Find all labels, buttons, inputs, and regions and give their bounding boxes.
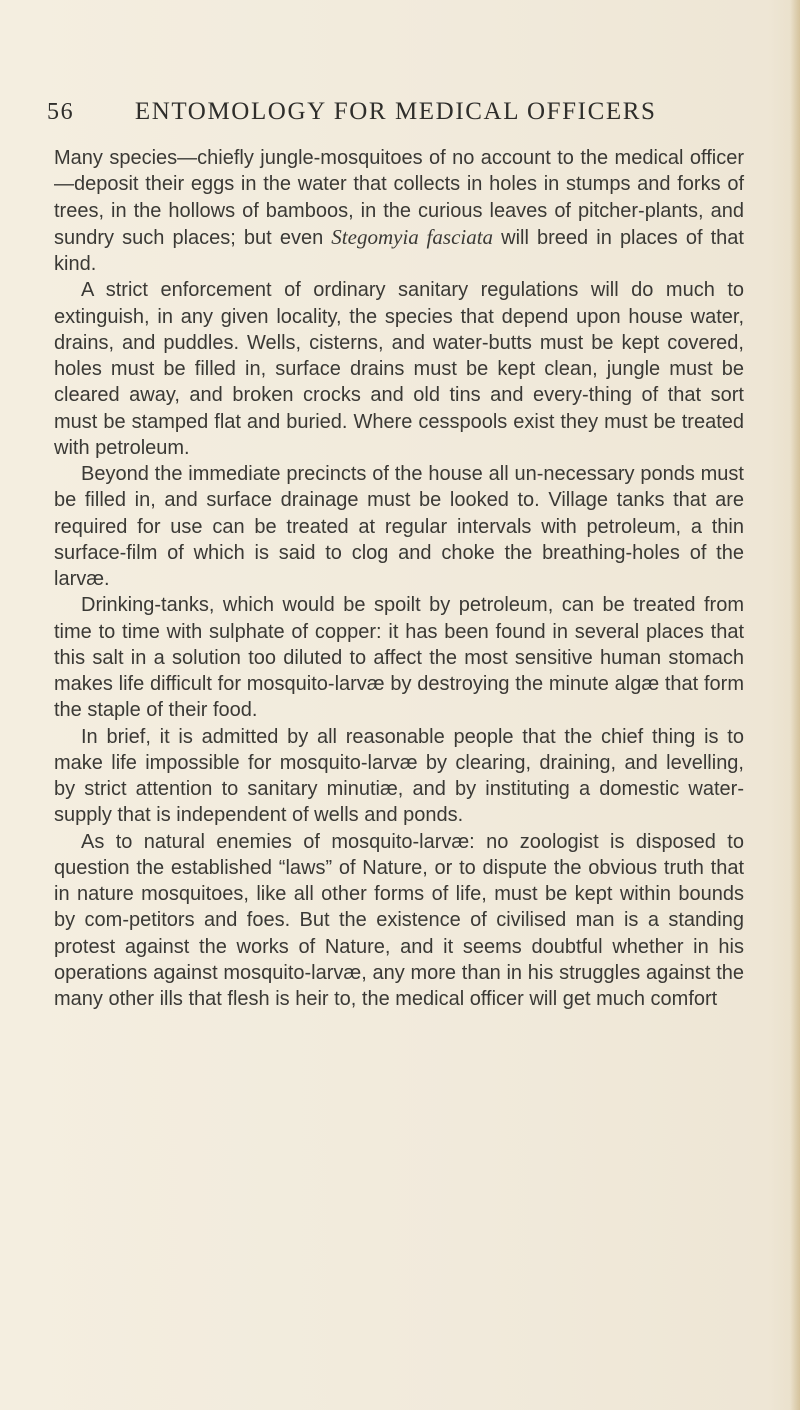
- paragraph-3: Beyond the immediate precincts of the house all un-necessary ponds must be filled in, and surface drainage must be looked to. Village tanks that are required for use can be treated at regular intervals with petroleum, a thin surface-film of which is said to clog and choke the breathing-holes of the larvæ.: [54, 463, 744, 590]
- paragraph-1: [54, 145, 744, 277]
- page-number: 56: [47, 99, 75, 125]
- body-text: [54, 145, 744, 1012]
- paragraph-4: Drinking-tanks, which would be spoilt by petroleum, can be treated from time to time with sulphate of copper: it has been found in several places that this salt in a solution too diluted to affect the most sensitive human stomach makes life difficult for mosquito-larvæ by destroying the minute algæ that form the staple of their food.: [54, 594, 744, 722]
- paragraph-2: A strict enforcement of ordinary sanitary regulations will do much to extinguish, in any given locality, the species that depend upon house water, drains, and puddles. Wells, cisterns, and water-butts must be kept covered, holes must be filled in, surface drains must be kept clean, jungle must be cleared away, and broken crocks and old tins and every-thing of that sort must be stamped flat and buried. Where cesspools exist they must be treated with petroleum.: [54, 279, 744, 459]
- paragraph-1-before-italic: Many species—chiefly jungle-mosquitoes of no account to the medical officer—deposit their eggs in the water that collects in holes in stumps and forks of trees, in the hollows of bamboos, in the curious leaves of pitcher-plants, and sundry such places; but even: [54, 147, 744, 249]
- paragraph-6: As to natural enemies of mosquito-larvæ: no zoologist is disposed to question the established “laws” of Nature, or to dispute the obvious truth that in nature mosquitoes, like all other forms of life, must be kept within bounds by com-petitors and foes. But the existence of civilised man is a standing protest against the works of Nature, and it seems doubtful whether in his operations against mosquito-larvæ, any more than in his struggles against the many other ills that flesh is heir to, the medical officer will get much comfort: [54, 830, 744, 1010]
- species-name-italic: Stegomyia fasciata: [331, 224, 494, 249]
- page-header: [47, 98, 727, 134]
- paragraph-5: In brief, it is admitted by all reasonable people that the chief thing is to make life impossible for mosquito-larvæ by clearing, draining, and levelling, by strict attention to sanitary minutiæ, and by instituting a domestic water-supply that is independent of wells and ponds.: [54, 725, 744, 827]
- running-title: ENTOMOLOGY FOR MEDICAL OFFICERS: [134, 98, 657, 125]
- paragraph-1-after-italic: will breed in places of that kind.: [54, 226, 744, 275]
- page-edge-shadow: [790, 0, 800, 1410]
